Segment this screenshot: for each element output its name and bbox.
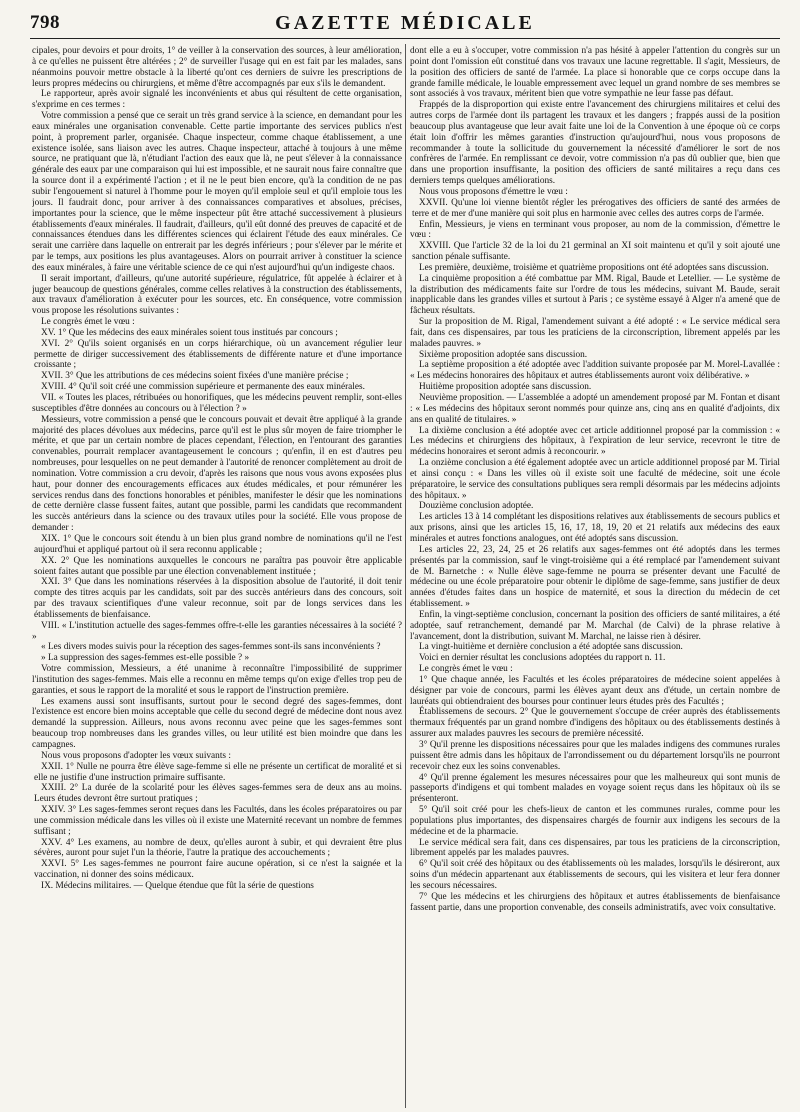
left-column-paragraph: XVI. 2° Qu'ils soient organisés en un corps hiérarchique, où un avancement régulier leur permette de diriger successivement des établissements de différente nature et d'une importance croissante ; [34,338,402,371]
page-number: 798 [30,12,60,33]
right-column-paragraph: 5° Qu'il soit créé pour les chefs-lieux de canton et les communes rurales, comme pour les populations plus importantes, des dispensaires chargés de fournir aux indigens les secours de la médecine et de la pharmacie. [410,805,780,837]
left-column-paragraph: Messieurs, votre commission a pensé que le concours pouvait et devait être appliqué à la grande majorité des places dévolues aux médecins, parce qu'il est le plus sûr moyen de faire triompher le mérite, et que par un certain nombre de places cependant, l'élection, en l'entourant des garanties convenables, pourrait remplacer avantageusement le concours ; qu'enfin, il en est d'autres peu nombreuses, pour lesquelles on ne peut demander à l'autorité de renoncer complètement au droit de nomination. Votre commission a cru devoir, d'après les raisons que nous vous avons exposées plus haut, pour donner des encouragements efficaces aux études médicales, et pour rémunérer les services rendus dans des fonctions honorables et pénibles, manifester le désir que les nominations de cette dernière classe fussent faites, autant que possible, parmi les candidats que recommandent les succès antérieurs dans la science ou des travaux utiles pour la société. Elle vous propose de demander : [32,414,402,534]
left-column-paragraph: Les examens aussi sont insuffisants, surtout pour le second degré des sages-femmes, dont l'existence est encore bien moins acceptable que celle du second degré de médecine dont nous avez demandé la suppression. Ailleurs, nous avons reconnu avec peine que les sages-femmes sont beaucoup trop nombreuses dans les grandes villes, ou leur utilité est bien moindre que dans les campagnes. [32,696,402,750]
right-column-paragraph: Enfin, Messieurs, je viens en terminant vous proposer, au nom de la commission, d'émettre le vœu : [410,219,780,241]
right-column-paragraph: Neuvième proposition. — L'assemblée a adopté un amendement proposé par M. Fontan et disant : « Les médecins des hôpitaux seront nommés pour quinze ans, cinq ans en qualité d'adjoints, dix ans en qualité de titulaires. » [410,393,780,425]
right-column-paragraph: La dixième conclusion a été adoptée avec cet article additionnel proposé par la commission : « Les médecins et chirurgiens des hôpitaux, à l'expiration de leur service, recevront le titre de médecins honoraires et seront admis à reconcourir. » [410,425,780,458]
left-column-paragraph: » La suppression des sages-femmes est-elle possible ? » [41,653,250,664]
right-column-paragraph: La vingt-huitième et dernière conclusion a été adoptée sans discussion. [419,642,683,653]
left-column-paragraph: XXIV. 3° Les sages-femmes seront reçues dans les Facultés, dans les écoles préparatoires ou par une commission médicale dans les villes où il existe une Maternité recevant un nombre de femmes suffisant ; [34,805,402,837]
right-column-paragraph: Douzième conclusion adoptée. [419,501,534,512]
left-column-paragraph: Le congrès émet le vœu : [41,317,135,328]
left-column-paragraph: IX. Médecins militaires. — Quelque étendue que fût la série de questions [41,880,314,891]
right-column-paragraph: Les articles 22, 23, 24, 25 et 26 relatifs aux sages-femmes ont été adoptés dans les termes présentés par la commission, sauf le vingt-troisième qui a été remplacé par l'amendement suivant de M. Barnetche : « Nulle élève sage-femme ne pourra se présenter devant une Faculté de médecine ou une école préparatoire pour obtenir le diplôme de sage-femme, sans justifier de deux années d'études faites dans un hospice de maternité, et sous la direction du médecin de cet établissement. » [410,544,780,610]
left-column-paragraph: XXIII. 2° La durée de la scolarité pour les élèves sages-femmes sera de deux ans au moins. Leurs études devront être surtout pratiques ; [34,783,402,805]
right-column-paragraph: 3° Qu'il prenne les dispositions nécessaires pour que les malades indigens des communes rurales puissent être admis dans les hôpitaux de l'arrondissement ou du département lorsqu'ils ne pourront recevoir chez eux les soins convenables. [410,740,780,772]
left-column-paragraph: Votre commission, Messieurs, a été unanime à reconnaître l'impossibilité de supprimer l'institution des sages-femmes. Mais elle a reconnu en même temps qu'on exige d'elles trop peu de garanties, et sous le rapport de la moralité et sous le rapport de l'instruction première. [32,664,402,696]
left-column-paragraph: XXV. 4° Les examens, au nombre de deux, qu'elles auront à subir, et qui devraient être plus sévères, auront pour sujet l'un la théorie, l'autre la pratique des accouchements ; [34,837,402,859]
header-rule [30,38,780,39]
right-column-paragraph: La septième proposition a été adoptée avec l'addition suivante proposée par M. Morel-Lavallée : « Les médecins honoraires des hôpitaux et autres établissements auront voix délibérative. » [410,360,780,382]
right-column-paragraph: Nous vous proposons d'émettre le vœu : [419,186,568,197]
right-column-paragraph: 1° Que chaque année, les Facultés et les écoles préparatoires de médecine soient appelées à désigner par voie de concours, parmi les élèves ayant deux ans d'étude, un certain nombre de lauréats qui obtiendraient des bourses pour continuer leurs études près des Facultés ; [410,674,780,707]
right-column-paragraph: Voici en dernier résultat les conclusions adoptées du rapport n. 11. [419,653,666,664]
right-column-paragraph: 7° Que les médecins et les chirurgiens des hôpitaux et autres établissements de bienfaisance fassent partie, dans une proportion convenable, des conseils administratifs, avec voix consultative. [410,891,780,913]
right-column-paragraph: Huitième proposition adoptée sans discussion. [419,382,592,393]
left-column-paragraph: XVII. 3° Que les attributions de ces médecins soient fixées d'une manière précise ; [41,371,349,382]
right-column-paragraph: La onzième conclusion a été également adoptée avec un article additionnel proposé par M. Tirial et ainsi conçu : « Dans les villes où il existe soit une faculté de médecine, soit une école préparatoire, le service des consultations publiques sera rempli désormais par les médecins adjoints des hôpitaux. » [410,458,780,501]
right-column-paragraph: Le service médical sera fait, dans ces dispensaires, par tous les praticiens de la circonscription, librement appelés par les malades pauvres. [410,837,780,859]
left-column-paragraph: VIII. « L'institution actuelle des sages-femmes offre-t-elle les garanties nécessaires à la société ? » [32,620,402,642]
left-column-paragraph: Il serait important, d'ailleurs, qu'une autorité supérieure, régulatrice, fût appelée à éclairer et à juger beaucoup de questions générales, comme celles relatives à la construction des établissements, aux travaux d'amélioration à exécuter pour les sources, etc. En conséquence, votre commission vous propose les résolutions suivantes : [32,273,402,317]
right-column-paragraph: Le congrès émet le vœu : [419,664,513,675]
right-column-paragraph: 4° Qu'il prenne également les mesures nécessaires pour que les malheureux qui sont munis de passeports d'indigens et qui tombent malades en voyage soient reçus dans les hôpitaux où ils se présenteront. [410,772,780,805]
right-column-paragraph: Les articles 13 à 14 complétant les dispositions relatives aux établissements de secours publics et aux prisons, ainsi que les articles 15, 16, 17, 18, 19, 20 et 21 relatifs aux médecins des eaux minérales et autres fonctions analogues, ont été adoptés sans discussion. [410,512,780,544]
left-column-paragraph: XXII. 1° Nulle ne pourra être élève sage-femme si elle ne présente un certificat de moralité et si elle ne justifie d'une instruction primaire suffisante. [34,761,402,783]
page-header [30,12,780,38]
left-column-paragraph: cipales, pour devoirs et pour droits, 1° de veiller à la conservation des sources, à leur amélioration, à ce qu'elles ne puissent être altérées ; 2° de surveiller l'usage qui en est fait par les malades, sans néanmoins pouvoir mettre obstacle à la liberté qu'ont ces derniers de suivre les prescriptions de leurs propres médecins ou chirurgiens, et même d'être accompagnés par eux s'ils le demandent. [32,46,402,89]
right-column-paragraph: XXVIII. Que l'article 32 de la loi du 21 germinal an XI soit maintenu et qu'il y soit ajouté une sanction pénale suffisante. [412,241,780,263]
column-separator [405,44,406,1108]
right-column-paragraph: 6° Qu'il soit créé des hôpitaux ou des établissements où les malades, lorsqu'ils le désireront, aux soins d'un médecin appartenant aux établissements de secours, qui les visitera et leur fera donner les secours nécessaires. [410,859,780,891]
left-column-paragraph: XIX. 1° Que le concours soit étendu à un bien plus grand nombre de nominations qu'il ne l'est aujourd'hui et appliqué partout où il sera reconnu applicable ; [34,533,402,555]
right-column-paragraph: Sur la proposition de M. Rigal, l'amendement suivant a été adopté : « Le service médical sera fait, dans ces dispensaires, par tous les praticiens de la circonscription, librement appelés par les malades pauvres. » [410,317,780,349]
left-column-paragraph: Le rapporteur, après avoir signalé les inconvénients et abus qui résultent de cette organisation, s'exprime en ces termes : [32,89,402,111]
right-column-paragraph: Sixième proposition adoptée sans discussion. [419,349,588,360]
left-column-paragraph: XX. 2° Que les nominations auxquelles le concours ne paraîtra pas pouvoir être applicable soient faites autant que possible par une élection convenablement instituée ; [34,555,402,577]
left-column [32,46,402,1106]
left-column-paragraph: Nous vous proposons d'adopter les vœux suivants : [41,750,231,761]
right-column-paragraph: La cinquième proposition a été combattue par MM. Rigal, Baude et Letellier. — Le système de la distribution des médicaments faite sur l'ordre de tous les médecins, suivant M. Baude, serait inapplicable dans les grandes villes et surtout à Paris ; ce système essayé à Alger n'a amené que de fâcheux résultats. [410,273,780,317]
right-column-paragraph: Frappés de la disproportion qui existe entre l'avancement des chirurgiens militaires et celui des autres corps de l'armée dont ils partagent les travaux et les dangers ; frappés aussi de la position beaucoup plus avantageuse que leur avait faite une loi de la Convention à une époque où ce corps était loin d'offrir les mêmes garanties d'instruction qu'aujourd'hui, nous vous proposons de recommander à toute la sollicitude du gouvernement la nécessité d'améliorer le sort de nos confrères de l'armée. En remplissant ce devoir, votre commission n'a pas dû oublier que, bien que dans une proportion insuffisante, la position des officiers de santé militaires a reçu dans ces derniers temps quelques améliorations. [410,100,780,187]
journal-title: GAZETTE MÉDICALE [275,12,535,34]
right-column-paragraph: dont elle a eu à s'occuper, votre commission n'a pas hésité à appeler l'attention du congrès sur un point dont l'omission eût constitué dans vos travaux une lacune regrettable. Il s'agit, Messieurs, de la position des officiers de santé de l'armée. La place si honorable que ce corps occupe dans la grande famille médicale, le louable empressement avec lequel un grand nombre de ses membres se sont associés à vos travaux, méritent bien que votre sympathie ne leur fasse pas défaut. [410,46,780,100]
left-column-paragraph: « Les divers modes suivis pour la réception des sages-femmes sont-ils sans inconvénients ? [41,642,381,653]
right-column-paragraph: Établissemens de secours. 2° Que le gouvernement s'occupe de créer auprès des établissements thermaux fréquentés par un grand nombre d'indigens des hôpitaux ou des établissements destinés à assurer aux malades pauvres les secours de première nécessité. [410,707,780,740]
left-column-paragraph: XXVI. 5° Les sages-femmes ne pourront faire aucune opération, si ce n'est la saignée et la vaccination, ni donner des soins médicaux. [34,859,402,881]
right-column-paragraph: Les première, deuxième, troisième et quatrième propositions ont été adoptées sans discussion. [419,262,769,273]
left-column-paragraph: VII. « Toutes les places, rétribuées ou honorifiques, que les médecins peuvent remplir, sont-elles susceptibles d'être données au concours ou à l'élection ? » [32,393,402,414]
right-column-paragraph: XXVII. Qu'une loi vienne bientôt régler les prérogatives des officiers de santé des armées de terre et de mer d'une manière qui soit plus en harmonie avec celles des autres corps de l'armée. [412,197,780,219]
right-column-paragraph: Enfin, la vingt-septième conclusion, concernant la position des officiers de santé militaires, a été adoptée, sauf retranchement, demandé par M. Marchal (de Calvi) de la phrase relative à l'avancement, dont la distribution, suivant M. Marchal, ne laisse rien à désirer. [410,609,780,642]
left-column-paragraph: Votre commission a pensé que ce serait un très grand service à la science, en demandant pour les eaux minérales une organisation convenable. Cette partie importante des services publics n'est point, à proprement parler, organisée. Chaque inspecteur, comme chaque établissement, a une existence isolée, sans liaison avec les autres. Chaque inspecteur, attaché à toujours à une même source, ne pratiquant que là, n'étudiant l'action des eaux que là, ne peut s'élever à la connaissance générale des eaux par une comparaison qui lui est impossible, et ne saurait nous faire connaître que la source dont il a expérimenté l'action ; et il ne le peut bien encore, qu'à la condition de ne pas subir l'engouement si naturel à l'homme pour le moyen qu'il emploie seul et qu'il emploie tous les jours. Il faudrait donc, pour arriver à des connaissances comparatives et absolues, précises, importantes pour la science, que le même inspecteur pût être attaché successivement à plusieurs établissements d'eaux minérales. Il faudrait, d'ailleurs, qu'il eût donné des preuves de capacité et de connaissances étendues dans les différentes sciences qui éclairent l'étude des eaux minérales. Ce serait une carrière dans laquelle on entrerait par les degrés inférieurs ; pour s'élever par le mérite et par le temps, aux positions les plus avantageuses. Alors on pourrait arriver à constituer la science des eaux minérales, à faire une véritable science de ce qui n'est aujourd'hui qu'un indigeste chaos. [32,111,402,273]
left-column-paragraph: XVIII. 4° Qu'il soit créé une commission supérieure et permanente des eaux minérales. [41,382,365,393]
left-column-paragraph: XXI. 3° Que dans les nominations réservées à la disposition absolue de l'autorité, il doit tenir compte des titres acquis par les candidats, soit par des succès antérieurs dans des concours, soit par des travaux scientifiques d'une valeur reconnue, soit par de longs services dans les établissements de bienfaisance. [34,577,402,620]
right-column [410,46,780,1106]
left-column-paragraph: XV. 1° Que les médecins des eaux minérales soient tous institués par concours ; [41,327,338,338]
